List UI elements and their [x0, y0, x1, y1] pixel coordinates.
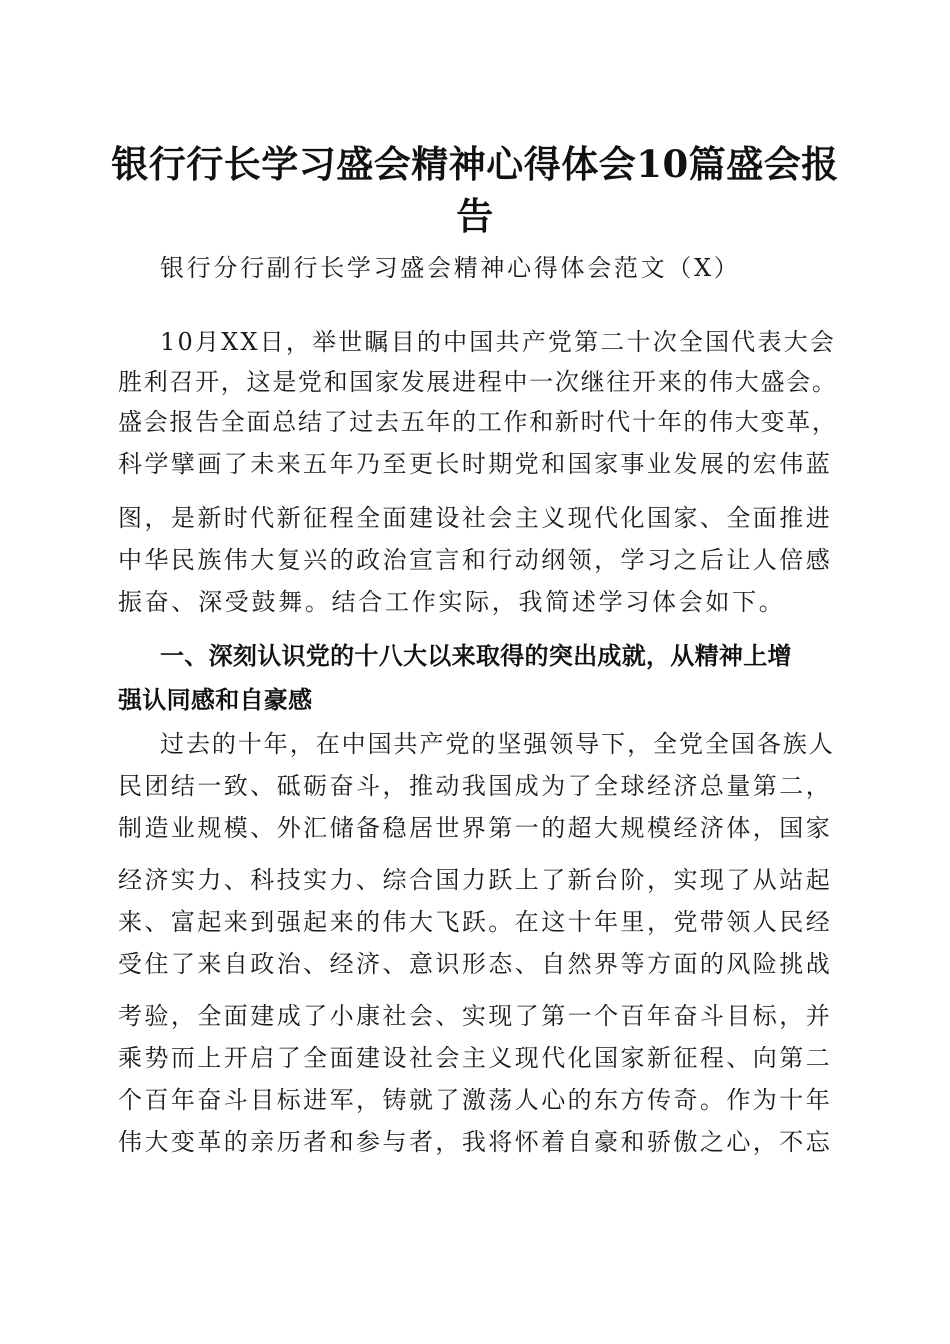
- paragraph-line: 科学擘画了未来五年乃至更长时期党和国家事业发展的宏伟蓝: [118, 450, 833, 478]
- document-subtitle: 银行分行副行长学习盛会精神心得体会范文（X）: [160, 254, 741, 282]
- paragraph-line: 胜利召开，这是党和国家发展进程中一次继往开来的伟大盛会。: [118, 368, 838, 396]
- paragraph-line: 来、富起来到强起来的伟大飞跃。在这十年里，党带领人民经: [118, 908, 833, 936]
- paragraph-line: 考验，全面建成了小康社会、实现了第一个百年奋斗目标，并: [118, 1002, 833, 1030]
- document-title: 银行行长学习盛会精神心得体会10篇盛会报告: [111, 142, 839, 238]
- paragraph-line: 个百年奋斗目标进军，铸就了激荡人心的东方传奇。作为十年: [118, 1086, 833, 1114]
- paragraph-line: 制造业规模、外汇储备稳居世界第一的超大规模经济体，国家: [118, 814, 833, 842]
- paragraph-line: 过去的十年，在中国共产党的坚强领导下，全党全国各族人: [160, 730, 835, 758]
- paragraph-line: 中华民族伟大复兴的政治宣言和行动纲领，学习之后让人倍感: [118, 546, 833, 574]
- paragraph-line: 民团结一致、砥砺奋斗，推动我国成为了全球经济总量第二，: [118, 772, 833, 800]
- paragraph-line: 盛会报告全面总结了过去五年的工作和新时代十年的伟大变革，: [118, 408, 838, 436]
- paragraph-line: 经济实力、科技实力、综合国力跃上了新台阶，实现了从站起: [118, 866, 833, 894]
- paragraph-line: 10月XX日，举世瞩目的中国共产党第二十次全国代表大会: [160, 328, 837, 356]
- section-heading: 强认同感和自豪感: [118, 686, 313, 714]
- paragraph-line: 伟大变革的亲历者和参与者，我将怀着自豪和骄傲之心，不忘: [118, 1128, 833, 1156]
- paragraph-line: 图，是新时代新征程全面建设社会主义现代化国家、全面推进: [118, 504, 833, 532]
- paragraph-line: 受住了来自政治、经济、意识形态、自然界等方面的风险挑战: [118, 950, 833, 978]
- paragraph-line: 振奋、深受鼓舞。结合工作实际，我简述学习体会如下。: [118, 588, 786, 616]
- section-heading: 一、深刻认识党的十八大以来取得的突出成就，从精神上增: [160, 642, 792, 670]
- paragraph-line: 乘势而上开启了全面建设社会主义现代化国家新征程、向第二: [118, 1044, 833, 1072]
